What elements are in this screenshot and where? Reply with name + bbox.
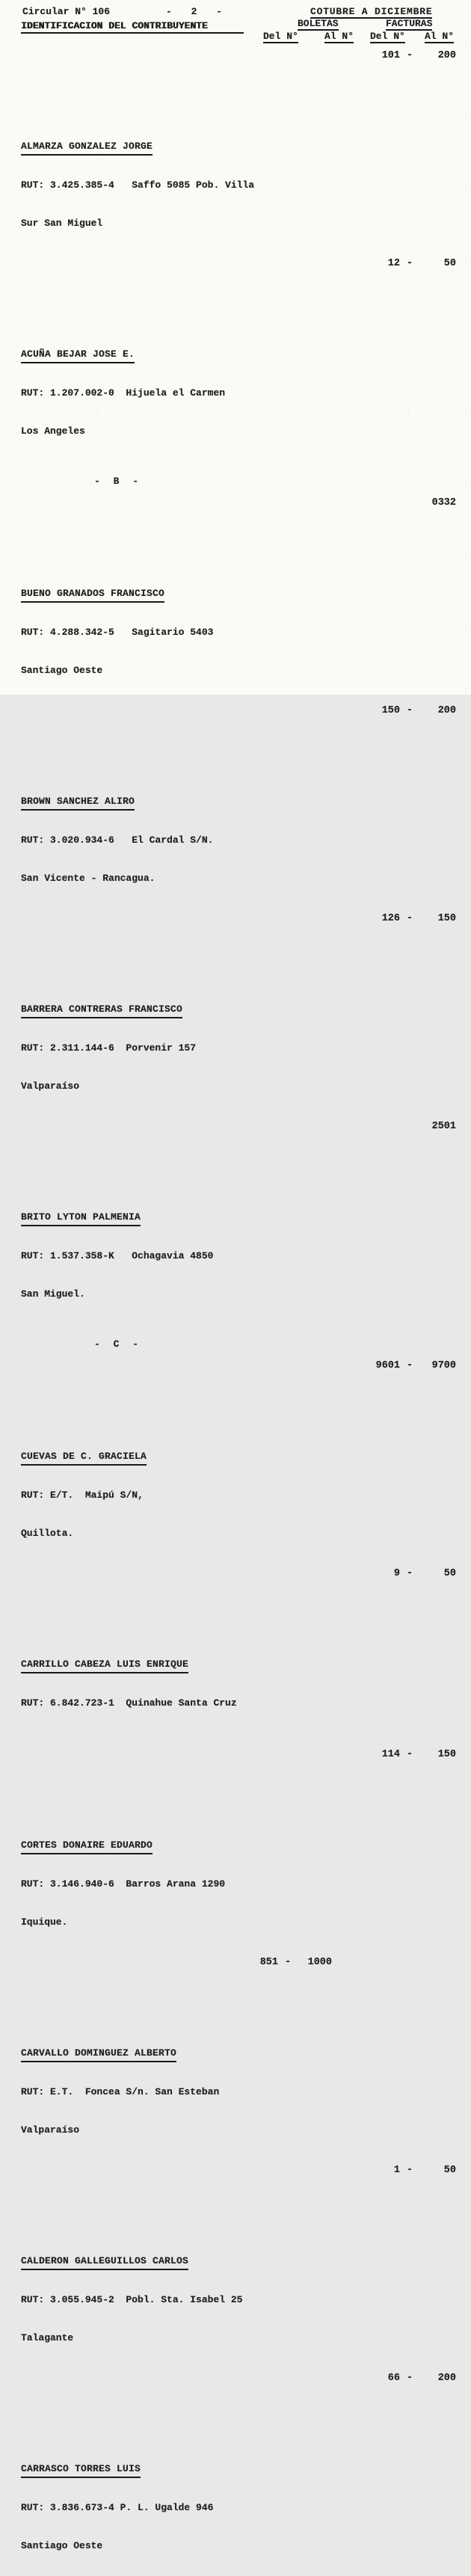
contributor-rut-address: RUT: 4.288.342-5 Sagitario 5403 [21, 627, 214, 638]
boletas-range-dash: - [284, 1957, 292, 1968]
contributor-name: ACUÑA BEJAR JOSE E. [21, 347, 135, 363]
boletas-del-value: 851 [259, 1957, 278, 1968]
contributor-rut-address: RUT: E/T. Maipú S/N, [21, 1490, 144, 1501]
contributor-rut-address: RUT: 3.055.945-2 Pobl. Sta. Isabel 25 [21, 2294, 243, 2305]
contributor-name: CARRILLO CABEZA LUIS ENRIQUE [21, 1657, 188, 1673]
facturas-del-value: 9 [393, 1568, 400, 1579]
facturas-al-value: 9700 [431, 1360, 456, 1371]
boletas-al-header: Al N° [324, 31, 354, 42]
contributor-name: BUENO GRANADOS FRANCISCO [21, 586, 164, 603]
facturas-al-value: 200 [437, 2373, 456, 2384]
facturas-del-value: 66 [387, 2373, 400, 2384]
contributor-entry [21, 912, 471, 1116]
contributor-entry [21, 257, 471, 461]
contributor-rut-address: RUT: 2.311.144-6 Porvenir 157 [21, 1042, 197, 1054]
contributor-city: Sur San Miguel [21, 218, 103, 229]
facturas-del-value: 126 [381, 913, 400, 924]
contributor-rut-address: RUT: 3.836.673-4 P. L. Ugalde 946 [21, 2502, 214, 2513]
facturas-del-value: 9601 [375, 1360, 400, 1371]
boletas-column-group-header: BOLETAS [298, 18, 339, 29]
facturas-range-dash: - [406, 1360, 413, 1371]
contributor-entry [21, 704, 471, 909]
facturas-al-header: Al N° [425, 31, 455, 42]
facturas-al-value: 50 [443, 258, 456, 269]
contributor-name: CORTES DONAIRE EDUARDO [21, 1838, 153, 1854]
contributor-city: Valparaíso [21, 2124, 80, 2136]
contributor-city: San Miguel. [21, 1288, 85, 1300]
facturas-del-value: 101 [381, 50, 400, 61]
contributor-city: Santiago Oeste [21, 2540, 103, 2551]
contributor-name: CALDERON GALLEGUILLOS CARLOS [21, 2254, 188, 2270]
identification-title: IDENTIFICACION DEL CONTRIBUYENTE [21, 20, 244, 34]
facturas-del-value: 12 [387, 258, 400, 269]
contributor-rut-address: RUT: 3.425.385-4 Saffo 5085 Pob. Villa [21, 179, 255, 191]
contributor-name: CARRASCO TORRES LUIS [21, 2462, 141, 2478]
facturas-del-value: 114 [381, 1749, 400, 1760]
facturas-range-dash: - [406, 50, 413, 61]
facturas-al-value: 150 [437, 913, 456, 924]
facturas-column-group-header: FACTURAS [386, 18, 433, 29]
boletas-al-value: 1000 [307, 1957, 332, 1968]
contributor-city: Quillota. [21, 1528, 74, 1539]
contributor-city: San Vicente - Rancagua. [21, 873, 156, 884]
page-number: - 2 - [166, 6, 223, 17]
contributor-name: ALMARZA GONZALEZ JORGE [21, 139, 153, 156]
boletas-del-header: Del N° [263, 31, 298, 42]
facturas-al-value: 150 [437, 1749, 456, 1760]
contributor-entry [21, 1359, 471, 1564]
contributor-city: Los Angeles [21, 425, 85, 437]
facturas-del-header: Del N° [370, 31, 405, 42]
contributor-rut-address: RUT: 3.020.934-6 El Cardal S/N. [21, 834, 214, 846]
contributor-name: CARVALLO DOMINGUEZ ALBERTO [21, 2046, 176, 2062]
section-marker-b: - B - [94, 476, 139, 487]
facturas-al-value: 50 [443, 2165, 456, 2176]
contributor-entry [21, 1567, 471, 1745]
contributor-name: BARRERA CONTRERAS FRANCISCO [21, 1002, 182, 1018]
facturas-range-dash: - [406, 2373, 413, 2384]
section-marker-c: - C - [94, 1338, 139, 1350]
contributor-name: BRITO LYTON PALMENIA [21, 1210, 141, 1226]
contributor-rut-address: RUT: E.T. Foncea S/n. San Esteban [21, 2086, 220, 2097]
contributor-entry [21, 2372, 471, 2576]
contributor-city: Iquique. [21, 1916, 68, 1928]
facturas-al-value: 200 [437, 705, 456, 716]
contributor-entry [21, 49, 471, 253]
facturas-del-value: 1 [393, 2165, 400, 2176]
facturas-range-dash: - [406, 913, 413, 924]
contributor-entry [21, 2164, 471, 2368]
facturas-al-value: 50 [443, 1568, 456, 1579]
contributor-entry [21, 1956, 471, 2160]
facturas-range-dash: - [406, 2165, 413, 2176]
contributor-rut-address: RUT: 1.207.002-0 Hijuela el Carmen [21, 387, 226, 399]
contributor-list [0, 49, 471, 2576]
contributor-name: BROWN SANCHEZ ALIRO [21, 794, 135, 811]
facturas-range-dash: - [406, 1749, 413, 1760]
contributor-rut-address: RUT: 1.537.358-K Ochagavia 4850 [21, 1250, 214, 1261]
facturas-range-dash: - [406, 1568, 413, 1579]
contributor-city: Santiago Oeste [21, 665, 103, 676]
contributor-entry [21, 497, 471, 701]
contributor-name: CUEVAS DE C. GRACIELA [21, 1449, 147, 1466]
facturas-al-value: 2501 [431, 1121, 456, 1132]
facturas-al-value: 200 [437, 50, 456, 61]
contributor-entry [21, 1120, 471, 1324]
contributor-entry [21, 1748, 471, 1952]
contributor-city: Talagante [21, 2332, 74, 2343]
circular-number: Circular N° 106 [22, 6, 111, 17]
contributor-rut-address: RUT: 3.146.940-6 Barros Arana 1290 [21, 1878, 226, 1890]
facturas-al-value: 0332 [431, 497, 456, 508]
facturas-del-value: 150 [381, 705, 400, 716]
facturas-range-dash: - [406, 705, 413, 716]
contributor-rut-address: RUT: 6.842.723-1 Quinahue Santa Cruz [21, 1697, 237, 1709]
document-header [0, 6, 471, 49]
facturas-range-dash: - [406, 258, 413, 269]
contributor-city: Valparaíso [21, 1080, 80, 1092]
period-title: COTUBRE A DICIEMBRE [310, 6, 433, 17]
